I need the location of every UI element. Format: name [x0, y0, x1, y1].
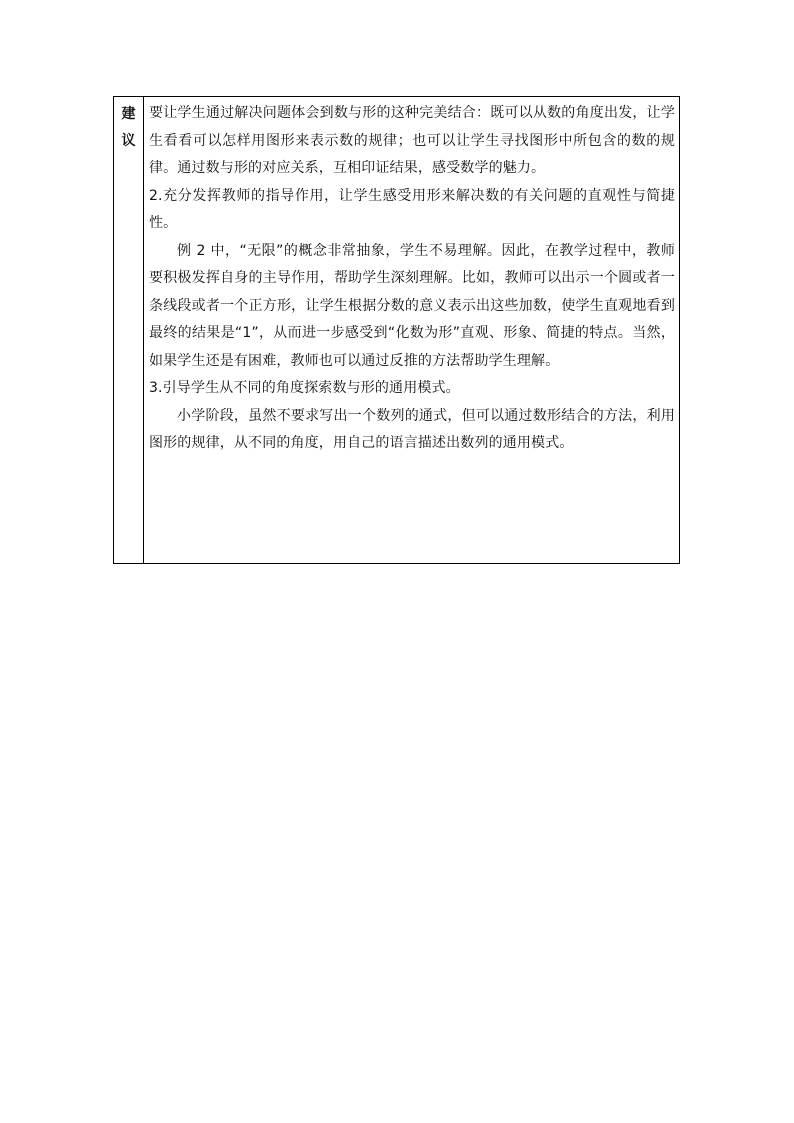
- paragraph-3: 例 2 中，“无限”的概念非常抽象，学生不易理解。因此，在教学过程中，教师要积极发挥自身的主导作用，帮助学生深刻理解。比如，教师可以出示一个圆或者一条线段或者一个正方形，让学生根据分数的意义表示出这些加数，使学生直观地看到最终的结果是“1”，从而进一步感受到“化数为形”直观、形象、简捷的特点。当然，如果学生还是有困难，教师也可以通过反推的方法帮助学生理解。: [149, 242, 675, 369]
- paragraph-2: 2.充分发挥教师的指导作用，让学生感受用形来解决数的有关问题的直观性与简捷性。: [149, 187, 675, 231]
- paragraph-5: 小学阶段，虽然不要求写出一个数列的通式，但可以通过数形结合的方法，利用图形的规律，从不同的角度，用自己的语言描述出数列的通用模式。: [149, 407, 675, 451]
- paragraph-1: 要让学生通过解决问题体会到数与形的这种完美结合：既可以从数的角度出发，让学生看看可以怎样用图形来表示数的规律；也可以让学生寻找图形中所包含的数的规律。通过数与形的对应关系，互相印证结果，感受数学的魅力。: [149, 105, 675, 176]
- content-cell: [144, 97, 679, 563]
- label-char-1: 建: [121, 106, 136, 122]
- suggestion-table: [113, 96, 680, 564]
- label-cell: [114, 97, 144, 563]
- paragraph-4: 3.引导学生从不同的角度探索数与形的通用模式。: [149, 380, 460, 396]
- label-char-2: 议: [121, 133, 136, 149]
